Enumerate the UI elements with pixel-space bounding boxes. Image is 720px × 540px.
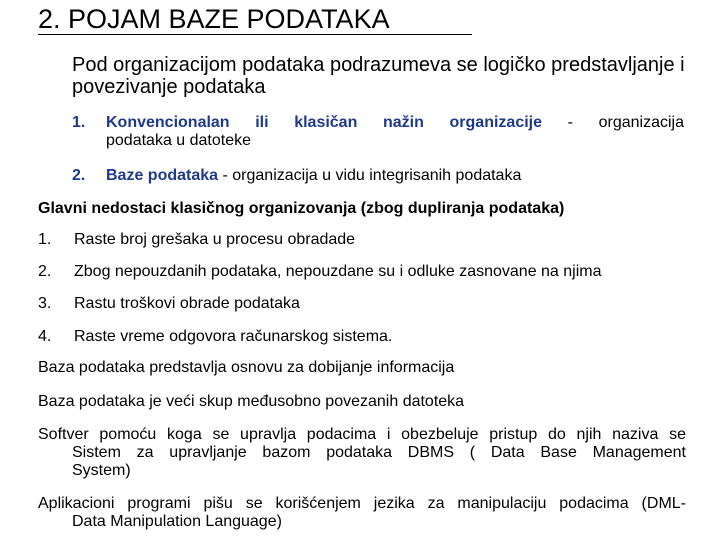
- list-item-number: 2.: [38, 263, 52, 280]
- page-title: 2. POJAM BAZE PODATAKA: [38, 4, 390, 34]
- list-item-number: 4.: [38, 328, 52, 345]
- numbered-item-term: Konvencionalan ili klasičan nažin organizacije: [106, 114, 542, 131]
- numbered-item-desc: - organizacija u vidu integrisanih podataka: [222, 167, 522, 184]
- paragraph-line: Softver pomoću koga se upravlja podacima i obezbeluje pristup do njih naziva se: [38, 426, 686, 443]
- numbered-item-line: [106, 114, 684, 132]
- paragraph-baza-datoteka: Baza podataka je veći skup međusobno povezanih datoteka: [38, 393, 465, 410]
- list-item-text: Rastu troškovi obrade podataka: [74, 295, 300, 312]
- paragraph-line: Aplikacioni programi pišu se korišćenjem jezika za manipulaciju podacima (DML-: [38, 495, 686, 512]
- list-item-text: Raste vreme odgovora računarskog sistema.: [74, 328, 393, 345]
- numbered-item-desc: - organizacija: [567, 114, 684, 131]
- list-item-text: Zbog nepouzdanih podataka, nepouzdane su i odluke zasnovane na njima: [74, 263, 602, 280]
- paragraph-line: Sistem za upravljanje bazom podataka DBMS ( Data Base Management: [72, 444, 686, 461]
- numbered-item-number: 2.: [72, 167, 86, 184]
- paragraph-baza-informacija: Baza podataka predstavlja osnovu za dobijanje informacija: [38, 359, 455, 376]
- list-item-number: 1.: [38, 231, 52, 248]
- list-item-number: 3.: [38, 295, 52, 312]
- paragraph-dml: [38, 495, 686, 531]
- list-item-text: Raste broj grešaka u procesu obradade: [74, 231, 356, 248]
- paragraph-line: Data Manipulation Language): [72, 513, 282, 530]
- title-underline: [38, 34, 472, 35]
- intro-text: Pod organizacijom podataka podrazumeva se logičko predstavljanje i povezivanje podataka: [72, 54, 685, 98]
- section-heading: Glavni nedostaci klasičnog organizovanja (zbog dupliranja podataka): [38, 200, 565, 217]
- paragraph-dbms: [38, 426, 686, 480]
- numbered-item-number: 1.: [72, 114, 86, 131]
- numbered-item-line2: podataka u datoteke: [106, 132, 252, 149]
- numbered-item-term: Baze podataka: [106, 167, 219, 184]
- paragraph-line: System): [72, 462, 131, 479]
